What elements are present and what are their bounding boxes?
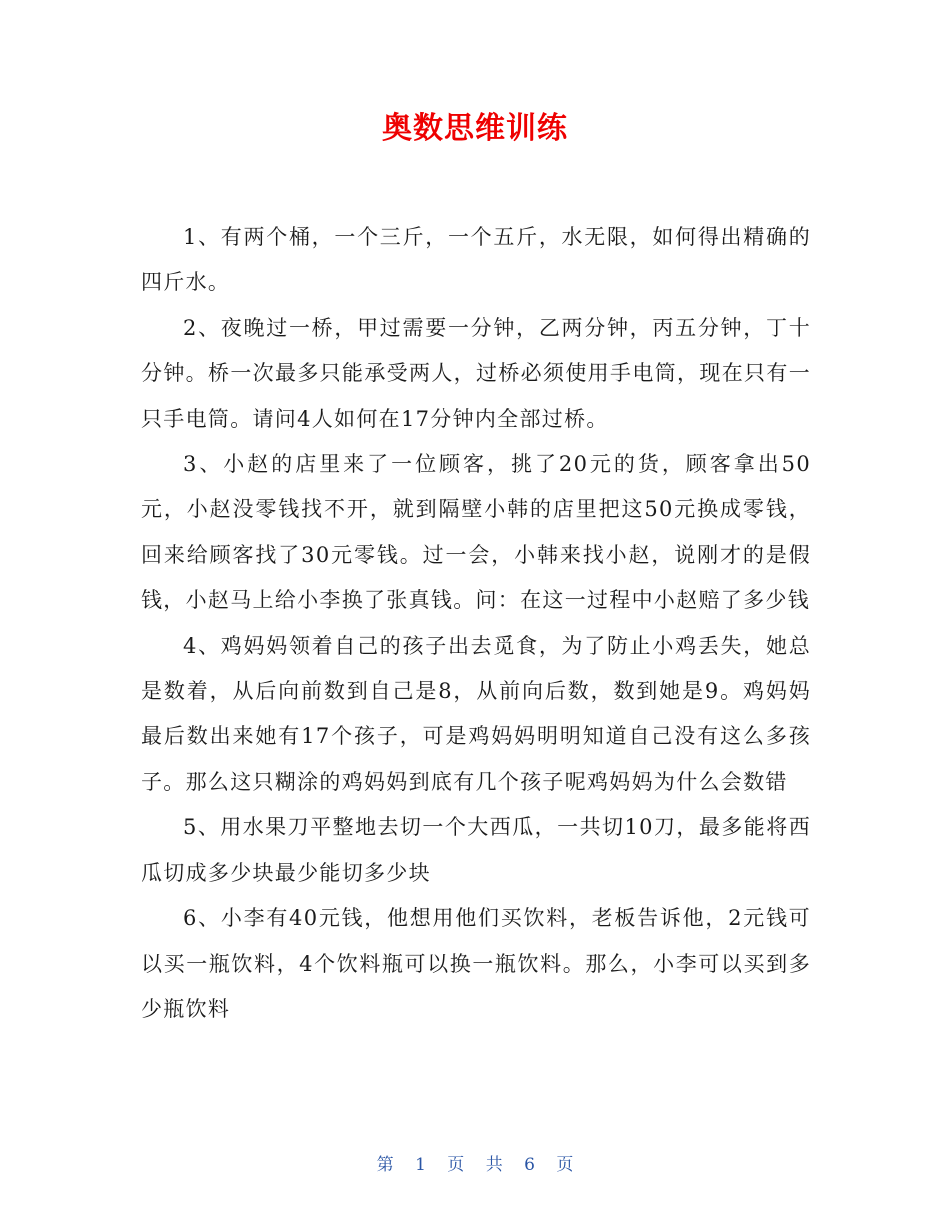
footer-total-pages: 6 — [524, 1155, 535, 1175]
question-4-paragraph: 4、鸡妈妈领着自己的孩子出去觅食，为了防止小鸡丢失，她总是数着，从后向前数到自己是8，从前向后数，数到她是9。鸡妈妈最后数出来她有17个孩子，可是鸡妈妈明明知道自己没有这么多孩子。那么这只糊涂的鸡妈妈到底有几个孩子呢鸡妈妈为什么会数错 — [141, 633, 812, 794]
footer-suffix: 页 — [556, 1155, 574, 1175]
footer-page-word: 页 — [447, 1155, 465, 1175]
question-3-paragraph: 3、小赵的店里来了一位顾客，挑了20元的货，顾客拿出50元，小赵没零钱找不开，就到隔壁小韩的店里把这50元换成零钱，回来给顾客找了30元零钱。过一会，小韩来找小赵，说刚才的是假钱，小赵马上给小李换了张真钱。问：在这一过程中小赵赔了多少钱 — [141, 452, 811, 613]
footer-prefix: 第 — [376, 1155, 394, 1175]
question-6-paragraph: 6、小李有40元钱，他想用他们买饮料，老板告诉他，2元钱可以买一瓶饮料，4个饮料瓶可以换一瓶饮料。那么，小李可以买到多少瓶饮料 — [141, 906, 811, 1021]
question-5-paragraph: 5、用水果刀平整地去切一个大西瓜，一共切10刀，最多能将西瓜切成多少块最少能切多少块 — [141, 815, 811, 885]
footer-current-page: 1 — [415, 1155, 426, 1175]
document-body — [141, 215, 811, 1032]
question-1-paragraph: 1、有两个桶，一个三斤，一个五斤，水无限，如何得出精确的四斤水。 — [141, 225, 811, 295]
question-2-paragraph: 2、夜晚过一桥，甲过需要一分钟，乙两分钟，丙五分钟，丁十分钟。桥一次最多只能承受两人，过桥必须使用手电筒，现在只有一只手电筒。请问4人如何在17分钟内全部过桥。 — [141, 315, 811, 431]
footer-total-word: 共 — [485, 1155, 503, 1175]
page-footer — [0, 1150, 950, 1175]
document-title: 奥数思维训练 — [382, 111, 568, 146]
